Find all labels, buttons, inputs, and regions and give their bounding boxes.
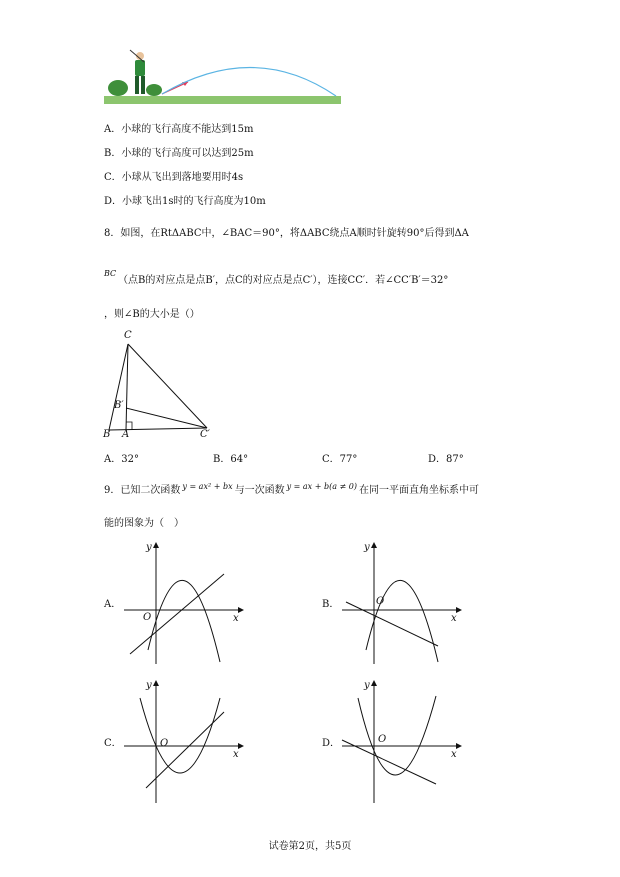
q9-formula-quadratic: y = ax² + bx (182, 482, 233, 491)
graph-a-origin-label: O (143, 612, 152, 623)
graph-c-x-label: x (233, 749, 239, 760)
label-c: C (124, 330, 132, 341)
q9-formula-linear: y = ax + b(a ≠ 0) (286, 482, 357, 491)
golf-scene-graphic (104, 48, 342, 108)
graph-b-letter: B． (322, 599, 340, 610)
q9-text-a: 9．已知二次函数 (104, 485, 181, 496)
q8-line1: 8．如图，在RtΔABC中，∠BAC＝90°，将ΔABC绕点A顺时针旋转90°后得到ΔA (104, 228, 469, 239)
label-b: B (103, 429, 111, 440)
q8-option-b (213, 454, 248, 466)
option-text: 小球从飞出到落地要用时4s (121, 172, 244, 183)
graph-b-x-label: x (451, 613, 457, 624)
graph-c-letter: C． (104, 738, 122, 749)
q7-option-d (104, 196, 266, 208)
graph-a-y-label: y (146, 542, 152, 553)
page-footer: 试卷第2页，共5页 (268, 841, 352, 852)
q8-line2: （点B的对应点是点B′，点C的对应点是点C′），连接CC′．若∠CC′B′＝32° (118, 275, 449, 286)
graph-a-letter: A． (104, 599, 122, 610)
option-text: 小球飞出1s时的飞行高度为10m (122, 196, 266, 207)
graph-c-origin-label: O (160, 738, 169, 749)
option-letter: B． (104, 148, 122, 159)
label-a: A (122, 429, 130, 440)
q8-line2-prefix: BC (104, 269, 117, 278)
graph-d-svg (338, 678, 463, 806)
graph-d-origin-label: O (378, 734, 387, 745)
q8-option-a (104, 454, 139, 466)
label-c-prime: C′ (200, 429, 210, 440)
q8-option-d (428, 454, 464, 466)
option-letter: C． (104, 172, 122, 183)
graph-b-origin-label: O (376, 596, 385, 607)
graph-a-x-label: x (233, 613, 239, 624)
option-text: 小球的飞行高度不能达到15m (121, 124, 254, 135)
option-letter: A． (104, 454, 122, 465)
graph-d (338, 678, 463, 806)
option-letter: D． (104, 196, 123, 207)
q7-option-a (104, 124, 253, 136)
graph-a (120, 540, 245, 665)
label-b-prime: B′ (114, 400, 124, 411)
graph-b (338, 540, 463, 665)
golf-illustration (104, 48, 342, 108)
graph-d-letter: D． (322, 738, 341, 749)
option-text: 77° (339, 454, 358, 465)
graph-b-y-label: y (364, 542, 370, 553)
q8-triangle-diagram (100, 330, 220, 442)
graph-c-y-label: y (146, 680, 152, 691)
graph-c (120, 678, 245, 806)
q8-line3: ，则∠B的大小是（） (104, 309, 200, 320)
q8-option-c (322, 454, 357, 466)
graph-d-y-label: y (364, 680, 370, 691)
option-text: 64° (230, 454, 249, 465)
graph-b-svg (338, 540, 463, 665)
option-text: 小球的飞行高度可以达到25m (121, 148, 254, 159)
q9-line2: 能的图象为（ ） (104, 518, 184, 529)
graph-d-x-label: x (451, 749, 457, 760)
option-letter: C． (322, 454, 340, 465)
q7-option-c (104, 172, 243, 184)
q9-text-b: 与一次函数 (234, 485, 285, 496)
triangle-figure (100, 330, 220, 442)
q9-line1 (104, 482, 479, 497)
graph-c-svg (120, 678, 245, 806)
graph-a-svg (120, 540, 245, 665)
q9-text-c: 在同一平面直角坐标系中可 (358, 485, 479, 496)
option-text: 32° (121, 454, 139, 465)
option-letter: A． (104, 124, 122, 135)
q7-option-b (104, 148, 254, 160)
option-text: 87° (446, 454, 464, 465)
option-letter: D． (428, 454, 447, 465)
option-letter: B． (213, 454, 231, 465)
